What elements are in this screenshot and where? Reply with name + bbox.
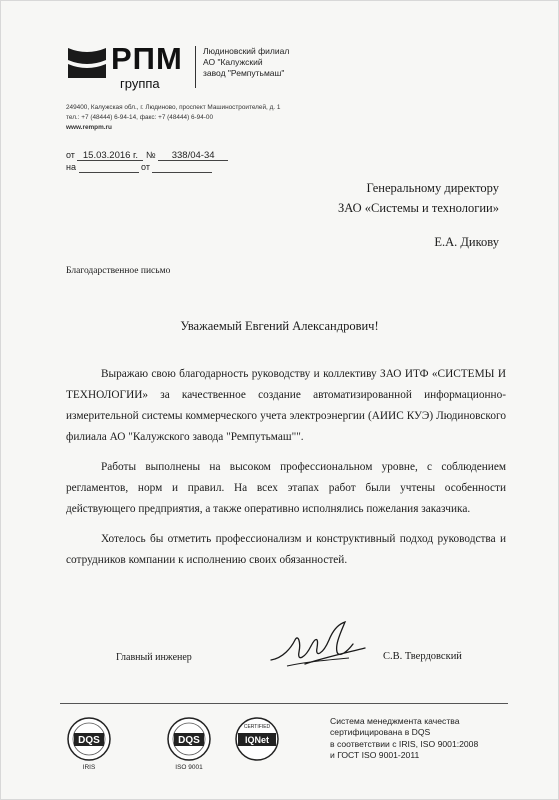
outgoing-date-field [77,150,143,161]
signatory-name: С.В. Твердовский [383,651,462,662]
dqs-iris-certificate-icon [66,716,112,772]
branch-line: АО "Калужский [203,57,263,67]
handwritten-signature-icon [265,618,373,676]
signatory-position: Главный инженер [116,652,192,663]
reply-number-field [79,162,139,173]
cert-logo-sub: CERTIFIED [243,724,271,730]
cert-text-line: Система менеджмента качества [330,716,460,726]
cert-text-line: сертифицирована в DQS [330,727,431,738]
addressee-position: Генеральному директору [366,181,499,195]
brand-name: РПМ [111,41,183,76]
body-paragraph: Работы выполнены на высоком профессиональном уровне, с соблюдением регламентов, норм и правил. На всех этапах работ были учтены особенности действующего предприятия, а также оперативно исполнялись пожелания заказчика. [66,461,506,515]
cert-logo-label: DQS [178,735,200,746]
cert-logo-sub: ISO 9001 [175,764,203,771]
branch-name [203,46,289,79]
reply-registration [66,162,212,173]
iqnet-certificate-icon [234,716,280,772]
phone-fax: тел.: +7 (48444) 6-94-14, факс: +7 (48444) 6-94-00 [66,114,214,121]
cert-logo-sub: IRIS [82,764,96,771]
number-prefix: № [145,150,156,160]
outgoing-number-field [158,150,228,161]
reply-prefix: на [66,162,76,172]
document-type: Благодарственное письмо [66,266,171,276]
cert-logo-label: DQS [78,735,100,746]
body-paragraph: Хотелось бы отметить профессионализм и конструктивный подход руководства и сотрудников компании к исполнению своих обязанностей. [66,533,506,566]
cert-logo-label: IQNet [244,735,270,745]
branch-line: завод "Ремпутьмаш" [203,68,285,78]
contact-block [66,103,280,133]
date-prefix: от [66,150,75,160]
certification-statement [330,716,478,761]
brand-subtitle: группа [120,76,160,91]
reply-from-prefix: от [141,162,150,172]
dqs-iso9001-certificate-icon [166,716,212,772]
website-link[interactable]: www.rempm.ru [66,124,112,131]
postal-address: 249400, Калужская обл., г. Людиново, проспект Машиностроителей, д. 1 [66,104,281,111]
rpm-logo-icon [66,44,108,80]
footer-divider [60,703,508,704]
body-paragraph: Выражаю свою благодарность руководству и коллективу ЗАО ИТФ «СИСТЕМЫ И ТЕХНОЛОГИИ» за качественное создание автоматизированной информационно-измерительной системы коммерческого учета электроэнергии (АИИС КУЭ) Людиновского филиала АО "Калужского завода "Ремпутьмаш"". [66,368,506,443]
letter-body [66,364,506,580]
cert-text-line: в соответствии с IRIS, ISO 9001:2008 [330,738,479,749]
cert-text-line: и ГОСТ ISO 9001-2011 [330,749,420,760]
branch-line: Людиновский филиал [203,46,290,56]
addressee-company: ЗАО «Системы и технологии» [337,201,499,215]
addressee-block [338,178,499,252]
outgoing-date: 15.03.2016 г. [82,150,139,161]
letterhead-divider [195,46,196,88]
reply-date-field [152,162,212,173]
outgoing-registration [66,150,228,161]
addressee-name: Е.А. Дикову [434,235,499,249]
salutation: Уважаемый Евгений Александрович! [180,319,379,333]
outgoing-number: 338/04-34 [171,150,215,161]
